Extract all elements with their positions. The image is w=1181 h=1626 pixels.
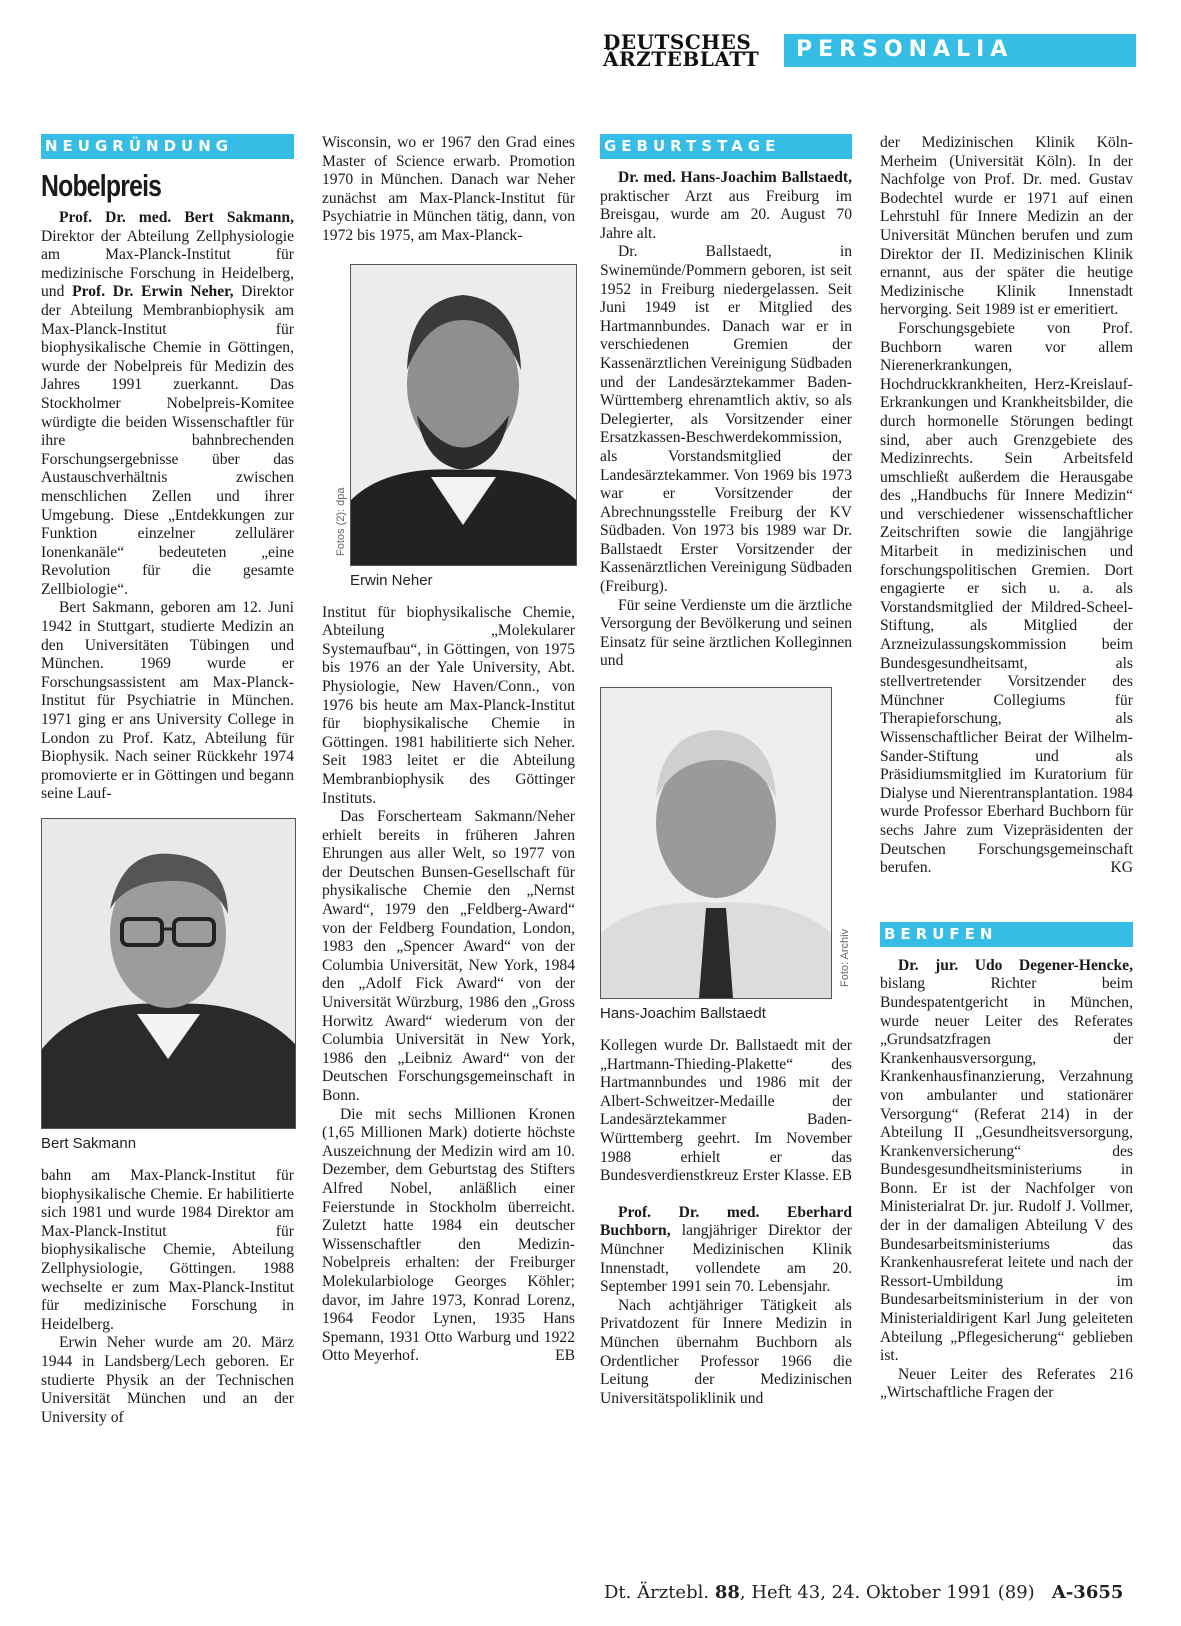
text: bislang Richter beim Bundespatentgericht in München, wurde neuer Leiter des Referates „Grundsatzfragen der Krankenhausversorgung, Krankenhausfinanzierung, Verzahnung von ambulanter und stationärer Versorgung“ (Referat 214) in der Abteilung II „Gesundheitsversorgung, Krankenversicherung“ des Bundesgesundheitsministeriums in Bonn. Er ist der Nachfolger von Ministerialrat Dr. jur. Rudolf J. Vollmer, der in der damaligen Abteilung V des Bundesarbeitsministeriums das Krankenhausreferat leitete und nach der Ressort-Umbildung im Bundesarbeitsministerium in der von Ministerialdirigent Karl Jung geleiteten Abteilung „Pflegesicherung“ geblieben ist. (880, 975, 1133, 1365)
paragraph: Neuer Leiter des Referates 216 „Wirtschaftliche Fragen der (880, 1365, 1133, 1402)
paragraph (880, 957, 1133, 1366)
section-banner-label: PERSONALIA (796, 37, 1014, 62)
paragraph: der Medizinischen Klinik Köln-Merheim (Universität Köln). In der Nachfolge von Prof. Dr. med. Gustav Bodechtel wurde er 1971 auf einen Lehrstuhl für Innere Medizin an der Universität München berufen und zum Direktor der II. Medizinischen Klinik ernannt, aus der später die heutige Medizinische Klinik Innenstadt hervorging. Seit 1989 ist er emeritiert. (880, 134, 1133, 319)
footer-volume: 88 (714, 1582, 740, 1603)
paragraph: Forschungsgebiete von Prof. Buchborn waren vor allem Nierenerkrankungen, Hochdruckkrankheiten, Herz-Kreislauf-Erkrankungen und Krankheitsbilder, die durch hormonelle Störungen bedingt sind, aber auch Grenzgebiete des Medizinrechts. Sein Arbeitsfeld umschließt außerdem die Herausgabe des „Handbuchs für Innere Medizin“ und verschiedener wissenschaftlicher Zeitschriften sowie die langjährige Mitarbeit in medizinischen und forschungspolitischen Gremien. Dort engagierte er sich u. a. als Vorstandsmitglied der Mildred-Scheel-Stiftung, als Mitglied der Arzneizulassungskommission beim Bundesgesundheitsamt, als stellvertretender Vorsitzender des Münchner Collegiums für Therapieforschung, als Wissenschaftlicher Beirat der Wilhelm-Sander-Stiftung und als Präsidiumsmitglied im Kuratorium für Dialyse und Nierentransplantation. 1984 wurde Professor Eberhard Buchborn für sechs Jahre zum Vizepräsidenten der Deutschen Forschungsgemeinschaft berufen. (880, 319, 1133, 877)
author-signature: EB (555, 1347, 575, 1365)
photo-caption: Hans-Joachim Ballstaedt (600, 1005, 766, 1023)
portrait-illustration (601, 688, 831, 998)
section-label-berufen: BERUFEN (880, 922, 1133, 947)
paragraph: Nach achtjähriger Tätigkeit als Privatdozent für Innere Medizin in München übernahm Buchborn als Ordentlicher Professor 1966 die Leitung der Medizinischen Universitätspoliklinik und (600, 1296, 852, 1407)
column-2 (322, 134, 575, 1366)
author-signature: KG (1110, 859, 1133, 877)
section-banner (784, 34, 1136, 67)
paragraph: bahn am Max-Planck-Institut für biophysikalische Chemie. Er habilitierte sich 1981 und wurde 1984 Direktor am Max-Planck-Institut für biophysikalische Chemie, Abteilung Zellphysiologie, Göttingen. 1988 wechselte er zum Max-Planck-Institut für medizinische Forschung in Heidelberg. (41, 1167, 294, 1333)
text: praktischer Arzt aus Freiburg im Breisgau, wurde am 20. August 70 Jahre alt. (600, 187, 852, 242)
paragraph: Das Forscherteam Sakmann/Neher erhielt bereits in früheren Jahren Ehrungen aus aller Welt, so 1977 von der Deutschen Bunsen-Gesellschaft für physikalische Chemie den „Nernst Award“, 1979 den „Feldberg-Award“ von der Feldberg Foundation, London, 1983 den „Spencer Award“ von der Columbia Universität, New York, 1984 den „Adolf Fick Award“ von der Universität Würzburg, 1986 den „Gross Horwitz Award“ wiederum von der Columbia Universität in New York, 1986 den „Leibniz Award“ von der Deutschen Forschungsgemeinschaft in Bonn. (322, 808, 575, 1104)
text: Direktor der Abteilung Membranbiophysik am Max-Planck-Institut für biophysikalische Chemie in Göttingen, wurde der Nobelpreis für Medizin des Jahres 1991 zuerkannt. Das Stockholmer Nobelpreis-Komitee würdigte die beiden Wissenschaftler für ihre bahnbrechenden Forschungsergebnisse über das Austauschverhältnis zwischen menschlichen Zellen und ihrer Umgebung. Diese „Entdekkungen zur Funktion einzelner zellulärer Ionenkanäle“ bedeuteten „eine Revolution für die gesamte Zellbiologie“. (41, 283, 294, 598)
column-3 (600, 134, 852, 1408)
portrait-illustration (351, 265, 576, 565)
paragraph: Wisconsin, wo er 1967 den Grad eines Master of Science erwarb. Promotion 1970 in München. Danach war Neher zunächst am Max-Planck-Institut für Psychiatrie in München tätig, dann, von 1972 bis 1975, am Max-Planck- (322, 134, 575, 244)
section-label-neugruendung: NEUGRÜNDUNG (41, 134, 294, 159)
paragraph: Kollegen wurde Dr. Ballstaedt mit der „Hartmann-Thieding-Plakette“ des Hartmannbundes und 1986 mit der Albert-Schweitzer-Medaille der Landesärztekammer Baden-Württemberg geehrt. Im November 1988 erhielt er das Bundesverdienstkreuz Erster Klasse. (600, 1037, 852, 1185)
footer-journal: Dt. Ärztebl. (604, 1582, 715, 1603)
photo-ballstaedt (600, 687, 851, 1023)
photo-caption: Erwin Neher (350, 571, 433, 589)
masthead-line1: DEUTSCHES (603, 30, 752, 54)
text: Direktor der Abteilung Zellphysiologie am Max-Planck-Institut für medizinische Forschung in Heidelberg, und (41, 227, 294, 301)
paragraph (600, 169, 852, 243)
column-1 (41, 134, 294, 1427)
author-signature: EB (832, 1167, 852, 1185)
masthead-logo (603, 30, 760, 71)
photo-sakmann (41, 818, 294, 1153)
masthead-line2: ÄRZTEBLATT (603, 47, 760, 71)
paragraph (600, 1204, 852, 1297)
page-footer (604, 1582, 1123, 1603)
portrait-image (600, 687, 832, 999)
section-label-geburtstage: GEBURTSTAGE (600, 134, 852, 159)
column-4 (880, 134, 1133, 1403)
footer-issue: , Heft 43, 24. Oktober 1991 (89) (739, 1582, 1035, 1603)
paragraph: Die mit sechs Millionen Kronen (1,65 Millionen Mark) dotierte höchste Auszeichnung der Medizin wird am 10. Dezember, dem Geburtstag des Stifters Alfred Nobel, anläßlich einer Feierstunde in Stockholm überreicht. Zuletzt hatte 1984 ein deutscher Wissenschaftler den Medizin-Nobelpreis erhalten: der Freiburger Molekularbiologe Georges Köhler; davor, im Jahre 1973, Konrad Lorenz, 1964 Feodor Lynen, 1935 Hans Spemann, 1931 Otto Warburg und 1922 Otto Meyerhof. (322, 1105, 575, 1365)
paragraph (41, 209, 294, 599)
photo-caption: Bert Sakmann (41, 1135, 137, 1152)
portrait-image (350, 264, 577, 566)
portrait-illustration (42, 819, 295, 1128)
bold-name: Prof. Dr. med. Bert Sakmann, (59, 209, 294, 226)
bold-name: Prof. Dr. Erwin Neher, (72, 283, 234, 301)
footer-page-number: A-3655 (1051, 1582, 1124, 1603)
paragraph: Dr. Ballstaedt, in Swinemünde/Pommern geboren, ist seit 1952 in Freiburg niedergelassen. Seit Juni 1949 ist er Mitglied des Hartmannbundes. Danach war er in verschiedenen Gremien der Kassenärztlichen Vereinigung Südbaden und der Landesärztekammer Baden-Württemberg ehrenamtlich aktiv, so als Delegierter, als Vorsitzender einer Ersatzkassen-Beschwerdekommission, als Vorstandsmitglied der Landesärztekammer. Von 1969 bis 1973 war er Vorsitzender der Abrechnungsstelle Freiburg der KV Südbaden. Von 1973 bis 1989 war Dr. Ballstaedt Erster Vorsitzender der Kassenärztlichen Vereinigung Südbaden (Freiburg). (600, 243, 852, 596)
photo-credit: Foto: Archiv (839, 928, 851, 988)
paragraph: Institut für biophysikalische Chemie, Abteilung „Molekularer Systemaufbau“, in Göttingen, von 1975 bis 1976 an der Yale University, Abt. Physiologie, New Haven/Conn., von 1976 bis heute am Max-Planck-Institut für biophysikalische Chemie in Göttingen. 1981 habilitierte sich Neher. Seit 1983 leitet er die Abteilung Membranbiophysik des Göttinger Instituts. (322, 603, 575, 807)
article-headline: Nobelpreis (41, 168, 162, 203)
bold-name: Dr. med. Hans-Joachim Ballstaedt, (618, 169, 852, 186)
bold-name: Dr. jur. Udo Degener-Hencke, (898, 956, 1133, 974)
paragraph: Für seine Verdienste um die ärztliche Versorgung der Bevölkerung und seinen Einsatz für seine ärztlichen Kolleginnen und (600, 596, 852, 670)
photo-neher (335, 264, 575, 590)
paragraph: Erwin Neher wurde am 20. März 1944 in Landsberg/Lech geboren. Er studierte Physik an der Technischen Universität München und an der University of (41, 1334, 294, 1426)
photo-credit: Fotos (2): dpa (335, 487, 347, 556)
text: langjähriger Direktor der Münchner Medizinischen Klinik Innenstadt, vollendete am 20. September 1991 sein 70. Lebensjahr. (600, 1222, 852, 1296)
paragraph: Bert Sakmann, geboren am 12. Juni 1942 in Stuttgart, studierte Medizin an den Universitäten Tübingen und München. 1969 wurde er Forschungsassistent am Max-Planck-Institut für Psychiatrie in München. 1971 ging er ans University College in London zu Prof. Katz, Abteilung für Biophysik. Nach seiner Rückkehr 1974 promovierte er in Göttingen und begann seine Lauf- (41, 599, 294, 803)
bold-name: Prof. Dr. med. Eberhard Buchborn, (600, 1203, 852, 1240)
portrait-image (41, 818, 296, 1129)
